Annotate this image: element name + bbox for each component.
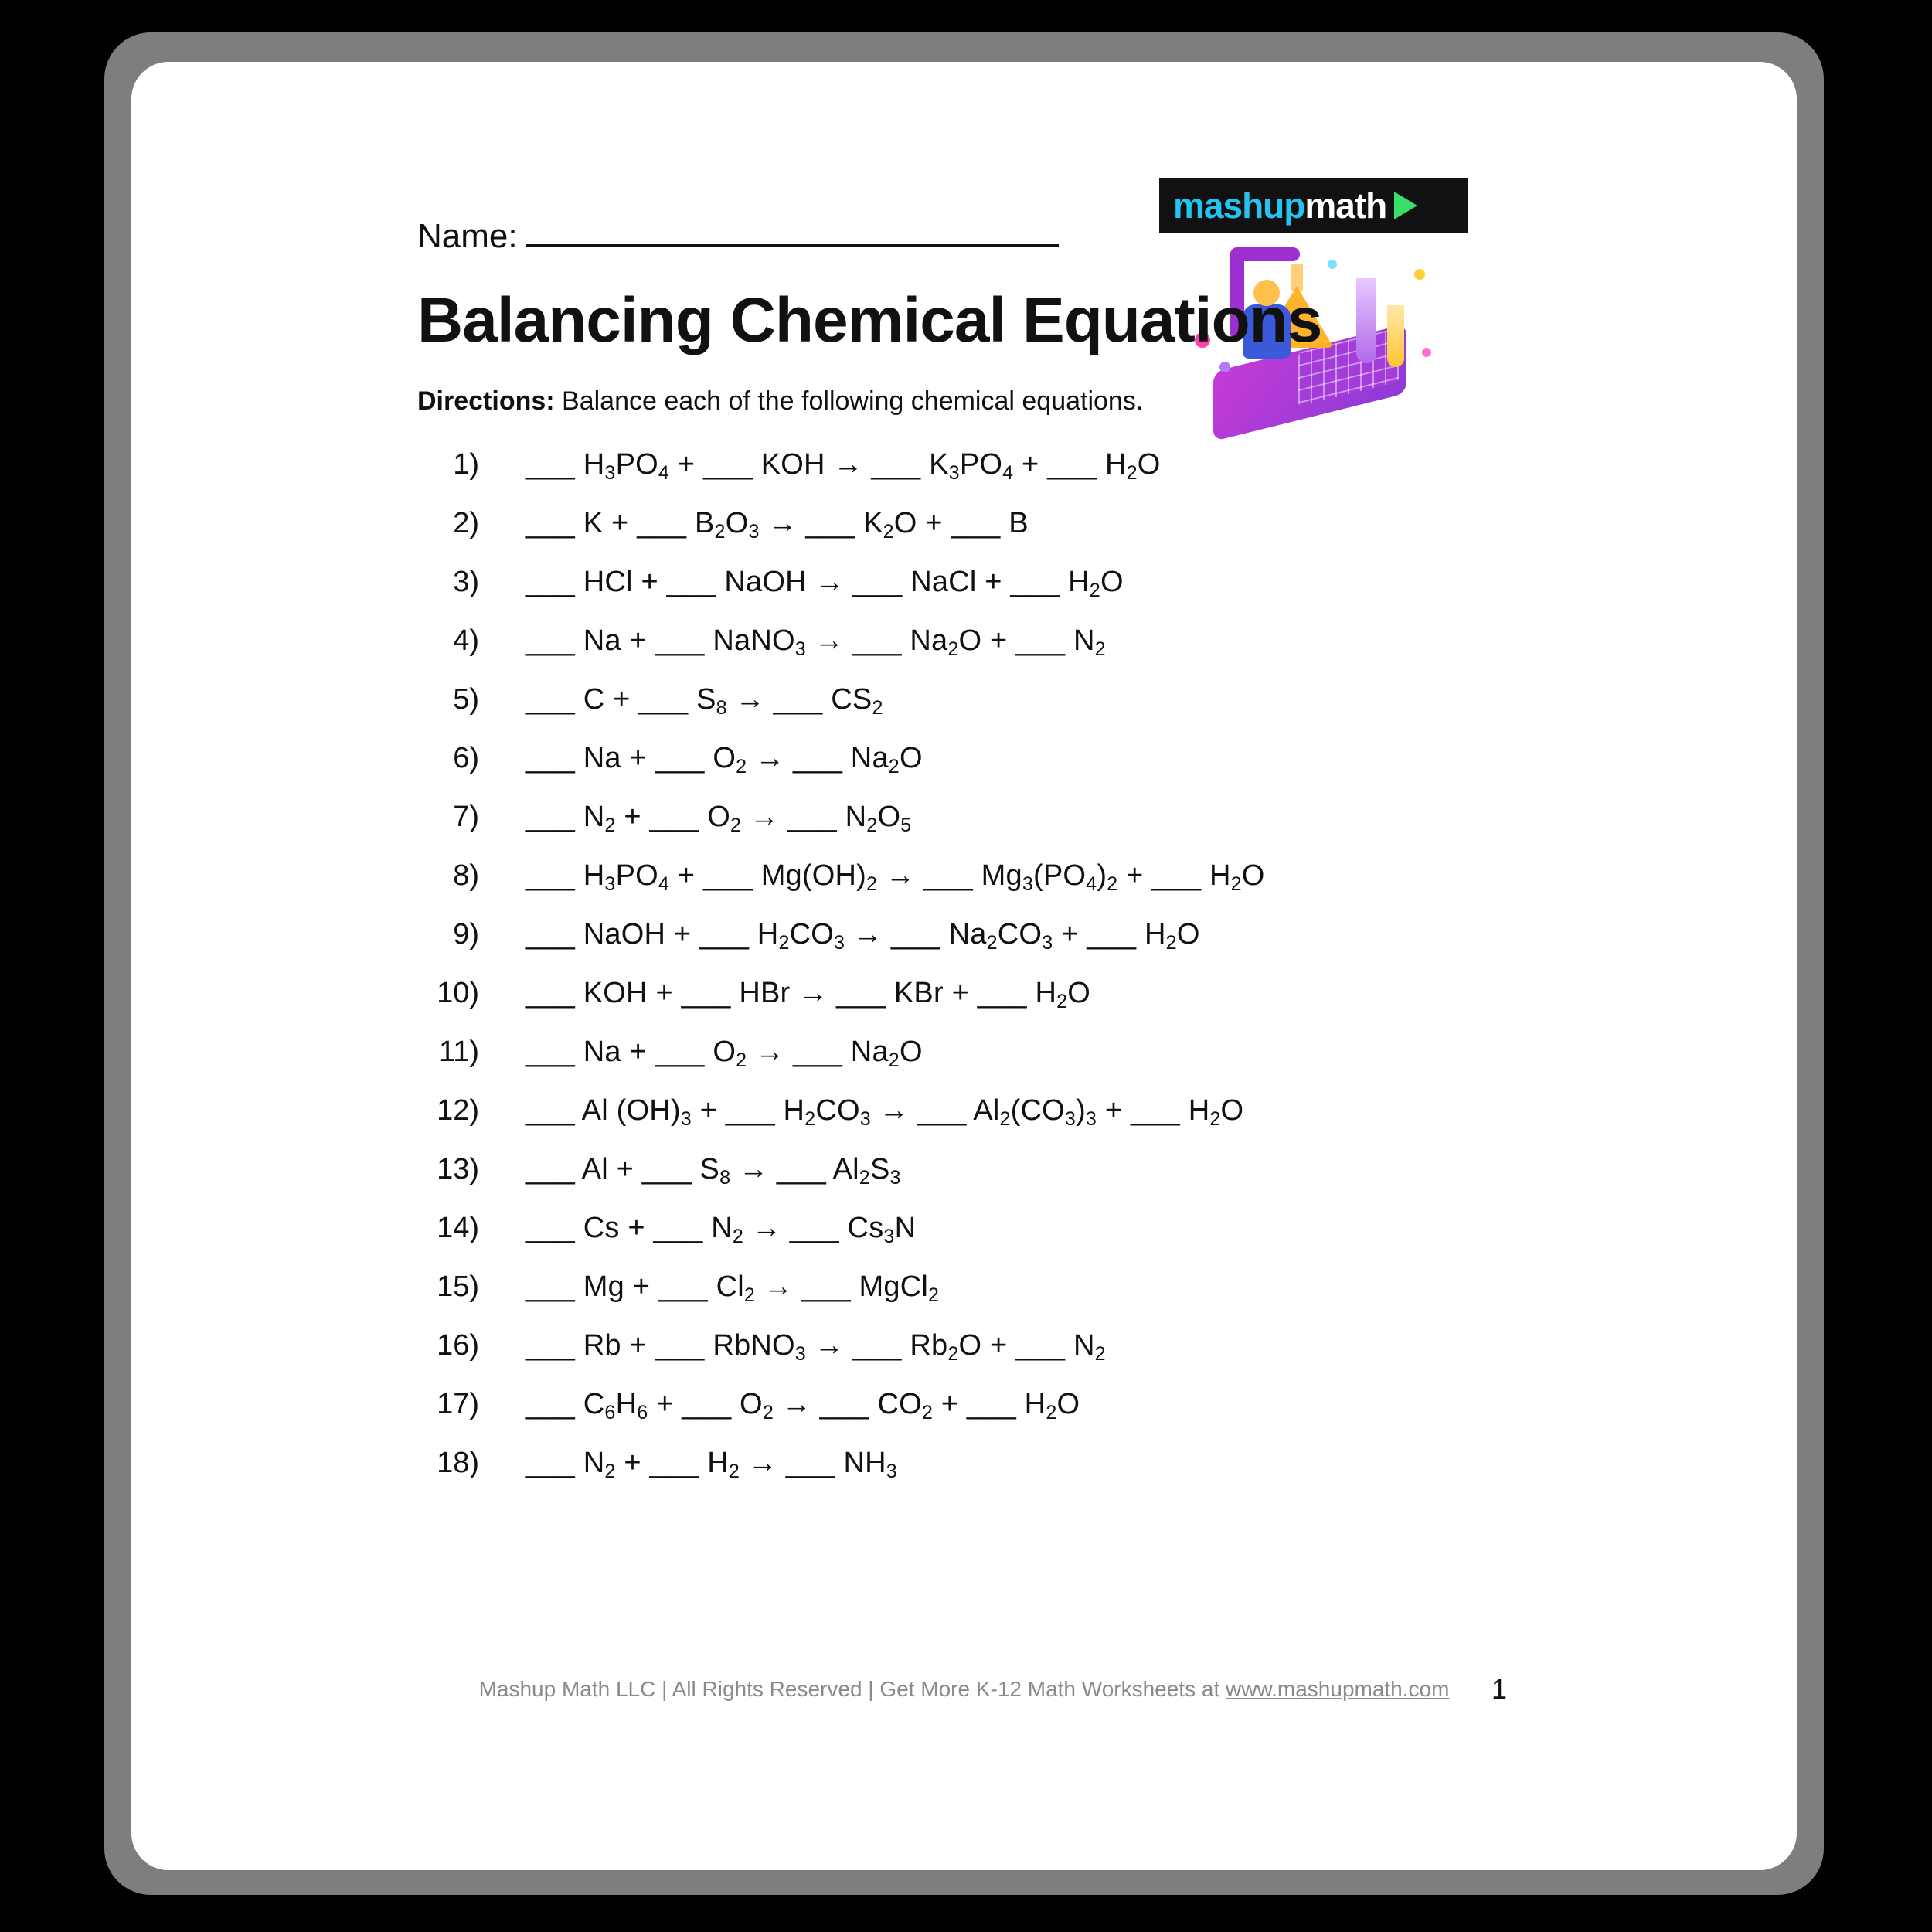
problem-number: 16) [437, 1329, 479, 1362]
problem-equation[interactable]: ___ Na + ___ $O_2$ → ___ $Na_2O$ [526, 1036, 923, 1072]
directions-text [417, 386, 1143, 417]
page-title: Balancing Chemical Equations [417, 285, 1322, 355]
problem-number: 4) [453, 624, 479, 657]
problem-equation[interactable]: ___ C + ___ $S_8$ → ___ $CS_2$ [526, 683, 883, 719]
problem-equation[interactable]: ___ Al + ___ $S_8$ → ___ $Al_2S_3$ [526, 1153, 901, 1189]
problem-equation[interactable]: ___ $H_3PO_4$ + ___ $Mg(OH)_2$ → ___ $Mg_3(PO_4)_2$ + ___ $H_2O$ [526, 859, 1265, 896]
problem-row [410, 1094, 1646, 1153]
problem-number: 18) [437, 1447, 479, 1479]
logo-bar [1159, 178, 1468, 233]
problem-number: 5) [453, 683, 479, 716]
problem-equation[interactable]: ___ $N_2$ + ___ $O_2$ → ___ $N_2O_5$ [526, 801, 912, 837]
problem-equation[interactable]: ___ K + ___ $B_2O_3$ → ___ $K_2O$ + ___ B [526, 507, 1029, 543]
problem-row [410, 448, 1646, 507]
problem-row [410, 918, 1646, 977]
problem-number: 10) [437, 977, 479, 1009]
problem-number: 3) [453, 566, 479, 598]
problem-row [410, 742, 1646, 801]
footer-url[interactable]: www.mashupmath.com [1226, 1677, 1450, 1701]
play-triangle-icon [1394, 192, 1417, 219]
problem-number: 15) [437, 1270, 479, 1303]
problem-equation[interactable]: ___ $H_3PO_4$ + ___ KOH → ___ $K_3PO_4$ + ___ $H_2O$ [526, 448, 1161, 485]
problem-number: 9) [453, 918, 479, 951]
problem-row [410, 801, 1646, 859]
logo-mashup-text: mashup [1173, 185, 1305, 226]
problem-equation[interactable]: ___ Al $(OH)_3$ + ___ $H_2CO_3$ → ___ $Al_2(CO_3)_3$ + ___ $H_2O$ [526, 1094, 1244, 1131]
decor-dot [1219, 362, 1230, 372]
problem-row [410, 859, 1646, 918]
illustration-arm [1230, 247, 1300, 261]
problem-row [410, 507, 1646, 566]
test-tube-icon-1 [1356, 278, 1376, 363]
problem-equation[interactable]: ___ KOH + ___ HBr → ___ KBr + ___ $H_2O$ [526, 977, 1091, 1013]
problem-equation[interactable]: ___ NaOH + ___ $H_2CO_3$ → ___ $Na_2CO_3$ + ___ $H_2O$ [526, 918, 1200, 954]
problem-equation[interactable]: ___ Cs + ___ $N_2$ → ___ $Cs_3N$ [526, 1212, 917, 1248]
problem-number: 8) [453, 859, 479, 892]
problem-equation[interactable]: ___ $N_2$ + ___ $H_2$ → ___ $NH_3$ [526, 1447, 897, 1483]
problem-number: 13) [437, 1153, 479, 1185]
problem-number: 14) [437, 1212, 479, 1244]
decor-dot [1422, 348, 1431, 357]
problem-list [410, 448, 1646, 1505]
directions-label: Directions: [417, 386, 555, 416]
problem-number: 11) [438, 1036, 479, 1068]
name-input-line[interactable] [526, 216, 1059, 247]
problem-equation[interactable]: ___ HCl + ___ NaOH → ___ NaCl + ___ $H_2O$ [526, 566, 1124, 602]
test-tube-icon-2 [1387, 305, 1404, 367]
decor-dot [1328, 260, 1337, 269]
problem-row [410, 566, 1646, 624]
footer [131, 1677, 1797, 1702]
logo-math-text: math [1304, 185, 1387, 226]
problem-equation[interactable]: ___ $C_6H_6$ + ___ $O_2$ → ___ $CO_2$ + ___ $H_2O$ [526, 1388, 1080, 1424]
problem-number: 12) [437, 1094, 479, 1127]
problem-equation[interactable]: ___ Mg + ___ $Cl_2$ → ___ MgCl$_2$ [526, 1270, 940, 1307]
problem-equation[interactable]: ___ Rb + ___ RbNO$_3$ → ___ $Rb_2O$ + ___ $N_2$ [526, 1329, 1106, 1366]
worksheet-page [131, 62, 1797, 1870]
name-label: Name: [417, 217, 518, 255]
problem-number: 6) [453, 742, 479, 774]
problem-row [410, 624, 1646, 683]
problem-number: 7) [453, 801, 479, 833]
problem-row [410, 977, 1646, 1036]
page-number: 1 [1492, 1673, 1508, 1705]
problem-row [410, 1329, 1646, 1388]
problem-row [410, 1212, 1646, 1270]
worksheet-content [131, 62, 1797, 1870]
problem-row [410, 1270, 1646, 1329]
problem-row [410, 1388, 1646, 1447]
decor-dot [1414, 269, 1425, 280]
problem-number: 2) [453, 507, 479, 539]
problem-equation[interactable]: ___ Na + ___ $O_2$ → ___ $Na_2O$ [526, 742, 923, 778]
problem-row [410, 1036, 1646, 1094]
problem-row [410, 1447, 1646, 1505]
problem-number: 17) [437, 1388, 479, 1420]
directions-body: Balance each of the following chemical equations. [554, 386, 1144, 416]
problem-equation[interactable]: ___ Na + ___ NaNO$_3$ → ___ $Na_2O$ + ___ $N_2$ [526, 624, 1106, 661]
name-field-row [417, 216, 1059, 256]
problem-number: 1) [453, 448, 479, 481]
footer-text: Mashup Math LLC | All Rights Reserved | Get More K-12 Math Worksheets at [478, 1677, 1226, 1701]
problem-row [410, 683, 1646, 742]
problem-row [410, 1153, 1646, 1212]
